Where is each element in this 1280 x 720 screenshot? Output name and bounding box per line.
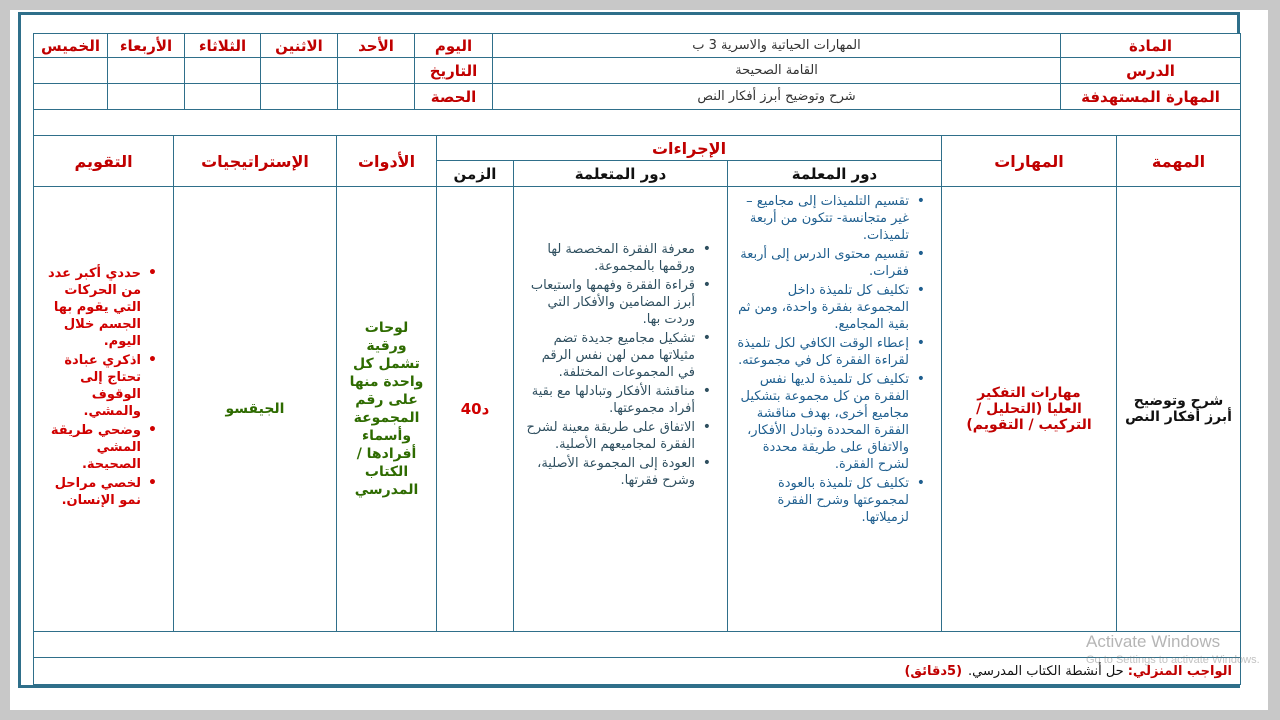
list-item: • تقسيم التلميذات إلى مجاميع – غير متجانسة- تتكون من أربعة تلميذات.	[746, 193, 925, 243]
student-role-header: دور المتعلمة	[513, 160, 728, 187]
date-cell	[107, 57, 185, 84]
teacher-role-header: دور المعلمة	[727, 160, 942, 187]
list-item: • قراءة الفقرة وفهمها واستيعاب أبرز المضامين والأفكار التي وردت بها.	[530, 277, 711, 327]
date-cell	[33, 57, 108, 84]
teacher-role-list	[734, 193, 927, 526]
list-item: • وضحي طريقة المشي الصحيحة.	[50, 422, 157, 472]
strategies-header: الإستراتيجيات	[173, 135, 337, 187]
evaluation-cell	[33, 186, 174, 632]
list-item: • العودة إلى المجموعة الأصلية، وشرح فقرتها.	[537, 455, 711, 488]
skills-header: المهارات	[941, 135, 1117, 187]
list-item: • تكليف كل تلميذة داخل المجموعة بفقرة واحدة، ومن ثم بقية المجاميع.	[738, 282, 925, 332]
tools-cell: لوحات ورقية تشمل كل واحدة منها على رقم المجموعة وأسماء أفرادها / الكتاب المدرسي	[336, 186, 437, 632]
list-item: • إعطاء الوقت الكافي لكل تلميذة لقراءة الفقرة كل في مجموعته.	[737, 335, 925, 368]
period-cell	[260, 83, 338, 110]
subject-label: المادة	[1060, 33, 1241, 58]
day-monday: الاثنين	[260, 33, 338, 58]
tools-header: الأدوات	[336, 135, 437, 187]
period-cell	[107, 83, 185, 110]
date-cell	[337, 57, 415, 84]
procedures-header: الإجراءات	[436, 135, 942, 161]
lesson-value: القامة الصحيحة	[492, 57, 1061, 84]
period-label: الحصة	[414, 83, 493, 110]
homework-time: (5دقائق)	[904, 663, 963, 679]
list-item: • تشكيل مجاميع جديدة تضم مثيلاتها ممن لهن نفس الرقم في المجموعات المختلفة.	[541, 330, 711, 380]
time-cell: 40د	[436, 186, 514, 632]
list-item: • حددي أكبر عدد من الحركات التي يقوم بها الجسم خلال اليوم.	[48, 265, 157, 349]
task-header: المهمة	[1116, 135, 1241, 187]
skills-cell: مهارات التفكير العليا (التحليل / التركيب / التقويم)	[941, 186, 1117, 632]
task-cell: شرح وتوضيح أبرز أفكار النص	[1116, 186, 1241, 632]
date-label: التاريخ	[414, 57, 493, 84]
list-item: • لخصي مراحل نمو الإنسان.	[54, 475, 157, 508]
student-role-cell	[513, 186, 728, 632]
homework-label: الواجب المنزلي:	[1127, 663, 1232, 679]
list-item: • مناقشة الأفكار وتبادلها مع بقية أفراد مجموعتها.	[531, 383, 711, 416]
day-tuesday: الثلاثاء	[184, 33, 261, 58]
time-header: الزمن	[436, 160, 514, 187]
day-thursday: الخميس	[33, 33, 108, 58]
list-item: • تكليف كل تلميذة لديها نفس الفقرة من كل مجموعة بتشكيل مجاميع أخرى، بهدف مناقشة الفقرة المحددة وتبادل الأفكار، والاتفاق على طريقة محددة لشرح الفقرة.	[740, 371, 925, 472]
date-cell	[184, 57, 261, 84]
spacer-row	[33, 631, 1241, 658]
activate-windows-subtext: Go to Settings to activate Windows.	[1086, 654, 1260, 666]
evaluation-list	[46, 265, 159, 509]
homework-text: حل أنشطة الكتاب المدرسي.	[968, 663, 1124, 679]
spacer-row	[33, 109, 1241, 136]
list-item: • تقسيم محتوى الدرس إلى أربعة فقرات.	[740, 246, 925, 279]
list-item: • تكليف كل تلميذة بالعودة لمجموعتها وشرح الفقرة لزميلاتها.	[777, 475, 925, 525]
student-role-list	[522, 241, 713, 489]
date-cell	[260, 57, 338, 84]
day-label: اليوم	[414, 33, 493, 58]
strategies-cell: الجيقسو	[173, 186, 337, 632]
subject-value: المهارات الحياتية والاسرية 3 ب	[492, 33, 1061, 58]
list-item: • معرفة الفقرة المخصصة لها ورقمها بالمجموعة.	[547, 241, 711, 274]
teacher-role-cell	[727, 186, 942, 632]
evaluation-header: التقويم	[33, 135, 174, 187]
lesson-label: الدرس	[1060, 57, 1241, 84]
list-item: • اذكري عبادة تحتاج إلى الوقوف والمشي.	[64, 352, 157, 419]
day-wednesday: الأربعاء	[107, 33, 185, 58]
day-sunday: الأحد	[337, 33, 415, 58]
homework-row	[33, 657, 1241, 685]
target-skill-label: المهارة المستهدفة	[1060, 83, 1241, 110]
target-skill-value: شرح وتوضيح أبرز أفكار النص	[492, 83, 1061, 110]
period-cell	[184, 83, 261, 110]
period-cell	[33, 83, 108, 110]
period-cell	[337, 83, 415, 110]
activate-windows-watermark: Activate Windows	[1086, 632, 1221, 651]
list-item: • الاتفاق على طريقة معينة لشرح الفقرة لمجاميعهم الأصلية.	[526, 419, 711, 452]
